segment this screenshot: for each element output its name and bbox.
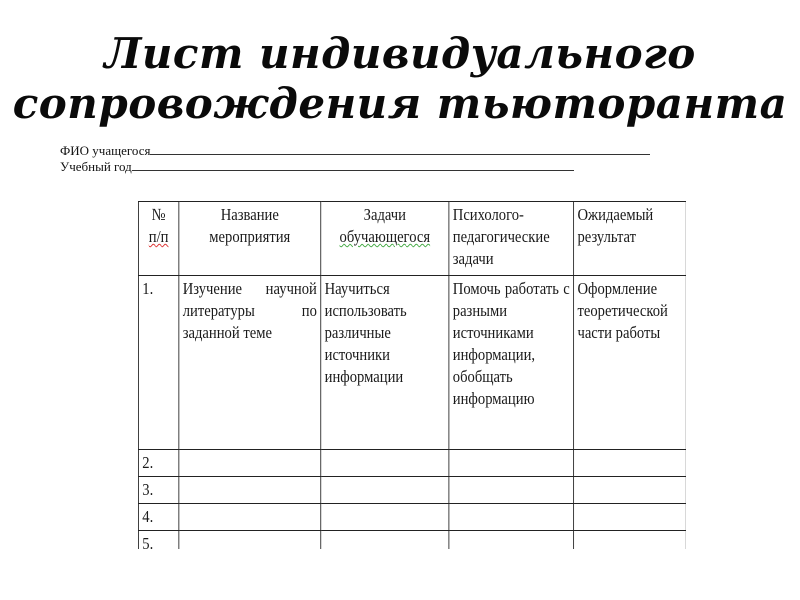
cell-event [179,477,321,504]
cell-student-tasks [321,450,449,477]
table-row [138,531,686,550]
header-psych-line1: Психолого- [452,205,524,224]
cell-expected-result [574,531,686,550]
cell-event [179,450,321,477]
cell-number: 2. [138,450,178,477]
cell-event: Изучение научной литературы по заданной теме [179,276,321,450]
header-psych-tasks [449,202,574,276]
cell-student-tasks [321,504,449,531]
table-row [138,504,686,531]
table-header-row [138,202,686,276]
cell-expected-result [574,477,686,504]
cell-number: 3. [138,477,178,504]
table-row [138,276,686,450]
cell-student-tasks [321,531,449,550]
cell-number: 1. [138,276,178,450]
cell-event [179,531,321,550]
header-student-tasks-line2: обучающегося [339,227,431,246]
header-event-name [179,202,321,276]
header-result-line1: Ожидаемый [577,205,654,224]
header-number-line2: п/п [148,227,169,246]
tutoring-plan-table-container [138,201,686,549]
cell-student-tasks [321,477,449,504]
cell-number: 5. [138,531,178,550]
header-number-line1: № [151,205,166,224]
header-student-tasks [321,202,449,276]
header-number [138,202,178,276]
student-name-blank [150,143,650,155]
cell-psych-tasks [449,477,574,504]
school-year-label: Учебный год [60,159,132,174]
header-event-line1: Название [220,205,279,224]
table-row [138,477,686,504]
cell-expected-result [574,450,686,477]
tutoring-plan-table [138,201,686,549]
header-psych-line2: педагогические [452,227,550,246]
cell-psych-tasks [449,504,574,531]
school-year-blank [132,159,574,171]
header-event-line2: мероприятия [209,227,291,246]
cell-number: 4. [138,504,178,531]
document-title-line-1: Лист индивидуального [104,29,696,78]
cell-expected-result [574,504,686,531]
cell-psych-tasks: Помочь работать с разными источниками информации, обобщать информацию [449,276,574,450]
cell-student-tasks: Научиться использовать различные источники информации [321,276,449,450]
document-title-line-2: сопровождения тьюторанта [12,79,788,128]
table-row [138,450,686,477]
header-psych-line3: задачи [452,249,494,268]
header-expected-result [574,202,686,276]
student-name-field [60,143,650,158]
header-student-tasks-line1: Задачи [363,205,406,224]
school-year-field [60,159,574,174]
cell-event [179,504,321,531]
student-name-label: ФИО учащегося [60,143,151,158]
cell-expected-result: Оформление теоретической части работы [574,276,686,450]
cell-psych-tasks [449,531,574,550]
cell-psych-tasks [449,450,574,477]
header-result-line2: результат [577,227,637,246]
